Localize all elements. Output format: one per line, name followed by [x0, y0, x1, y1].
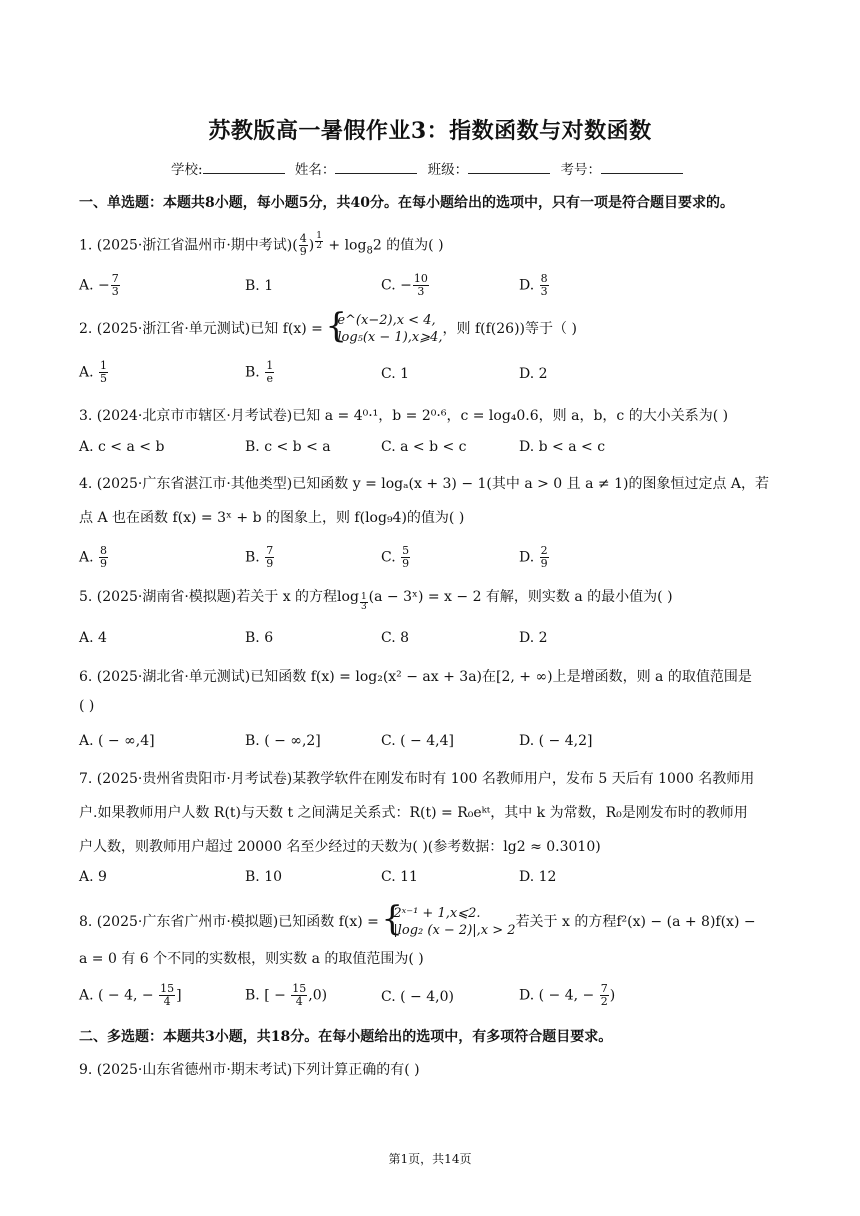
q5-option-d: D. 2 [519, 630, 548, 646]
question-7-line-1: 7. (2025·贵州省贵阳市·月考试卷)某教学软件在刚发布时有 100 名教师用户，发布 5 天后有 1000 名教师用 [79, 771, 755, 787]
question-7-line-3: 户人数，则教师用户超过 20000 名至少经过的天数为( )(参考数据：lg2 ≈ 0.3010) [79, 839, 601, 855]
question-9: 9. (2025·山东省德州市·期末考试)下列计算正确的有( ) [79, 1062, 420, 1078]
q2-option-d: D. 2 [519, 366, 548, 382]
class-blank [468, 161, 550, 174]
question-5: 5. (2025·湖南省·模拟题)若关于 x 的方程log $_{\frac{1}{3}}$ (a − 3ˣ) = x − 2 有解，则实数 a 的最小值为( ) [79, 589, 673, 612]
q3-option-c: C. a < b < c [381, 439, 467, 455]
school-label: 学校: [171, 162, 203, 178]
q8-option-b: B. [ − $\frac{15}{4}$ ,0) [245, 982, 328, 1008]
section-multiple-choice: 二、多选题：本题共3小题，共18分。在每小题给出的选项中，有多项符合题目要求。 [79, 1029, 613, 1045]
question-3: 3. (2024·北京市市辖区·月考试卷)已知 a = 4⁰·¹，b = 2⁰·⁶，c = log₄0.6，则 a，b，c 的大小关系为( ) [79, 408, 729, 424]
q4-option-a: A. $\frac{8}{9}$ [79, 544, 108, 570]
q1-option-b: B. 1 [245, 278, 274, 294]
q8-option-a: A. ( − 4, − $\frac{15}{4}$ ] [79, 982, 182, 1008]
q3-option-b: B. c < b < a [245, 439, 331, 455]
q2-option-c: C. 1 [381, 366, 410, 382]
q1-option-d: D. $\frac{8}{3}$ [519, 272, 548, 298]
question-6-line-2: ( ) [79, 698, 95, 714]
q6-option-b: B. ( − ∞,2] [245, 733, 321, 749]
q6-option-a: A. ( − ∞,4] [79, 733, 155, 749]
q7-option-a: A. 9 [79, 869, 107, 885]
exam-no-label: 考号： [560, 162, 601, 178]
question-8-line-2: a = 0 有 6 个不同的实数根，则实数 a 的取值范围为( ) [79, 951, 424, 967]
q6-option-c: C. ( − 4,4] [381, 733, 454, 749]
q2-option-b: B. $\frac{1}{e}$ [245, 359, 274, 385]
q3-option-d: D. b < a < c [519, 439, 606, 455]
q1-option-c: C. − $\frac{10}{3}$ [381, 272, 428, 298]
name-blank [335, 161, 417, 174]
q6-option-d: D. ( − 4,2] [519, 733, 593, 749]
question-4-line-1: 4. (2025·广东省湛江市·其他类型)已知函数 y = logₐ(x + 3) − 1(其中 a > 0 且 a ≠ 1)的图象恒过定点 A，若 [79, 476, 770, 492]
q7-option-b: B. 10 [245, 869, 283, 885]
student-info-line [0, 158, 860, 178]
q2-option-a: A. $\frac{1}{5}$ [79, 359, 108, 385]
exam-no-blank [601, 161, 683, 174]
question-1: 1. (2025·浙江省温州市·期中考试)( $\frac{4}{9}$ ) $^{\frac{1}{2}}$ + $\log_82$ 的值为( ) [79, 231, 444, 259]
q5-option-b: B. 6 [245, 630, 274, 646]
q4-option-c: C. $\frac{5}{9}$ [381, 544, 410, 570]
school-blank [203, 161, 285, 174]
page-title: 苏教版高一暑假作业3：指数函数与对数函数 [208, 118, 652, 144]
question-7-line-2: 户.如果教师用户人数 R(t)与天数 t 之间满足关系式：R(t) = R₀eᵏᵗ，其中 k 为常数，R₀是刚发布时的教师用 [79, 805, 748, 821]
page-footer: 第1页，共14页 [388, 1152, 472, 1166]
q1-option-a: A. − $\frac{7}{3}$ [79, 272, 119, 298]
question-6-line-1: 6. (2025·湖北省·单元测试)已知函数 f(x) = log₂(x² − ax + 3a)在[2, + ∞)上是增函数，则 a 的取值范围是 [79, 669, 752, 685]
q4-option-b: B. $\frac{7}{9}$ [245, 544, 274, 570]
question-8-line-1: 8. (2025·广东省广州市·模拟题)已知函数 f(x) = { 2ˣ⁻¹ + 1,x⩽2. |log₂ (x − 2)|,x > 2 若关于 x 的方程f²(x) − (a + 8)f(x) − [79, 905, 756, 939]
q3-option-a: A. c < a < b [79, 439, 165, 455]
q7-option-d: D. 12 [519, 869, 557, 885]
question-2: 2. (2025·浙江省·单元测试)已知 f(x) = { e^(x−2),x < 4, log₅(x − 1),x⩾4, ，则 f(f(26))等于（ ) [79, 312, 577, 346]
q8-option-c: C. ( − 4,0) [381, 989, 454, 1005]
q5-option-c: C. 8 [381, 630, 410, 646]
question-4-line-2: 点 A 也在函数 f(x) = 3ˣ + b 的图象上，则 f(log₉4)的值为( ) [79, 510, 465, 526]
q8-option-d: D. ( − 4, − $\frac{7}{2}$ ) [519, 982, 616, 1008]
class-label: 班级： [427, 162, 469, 178]
name-label: 姓名： [294, 162, 336, 178]
q5-option-a: A. 4 [79, 630, 107, 646]
q7-option-c: C. 11 [381, 869, 418, 885]
section-single-choice: 一、单选题：本题共8小题，每小题5分，共40分。在每小题给出的选项中，只有一项是符合题目要求的。 [79, 195, 734, 211]
q4-option-d: D. $\frac{2}{9}$ [519, 544, 548, 570]
